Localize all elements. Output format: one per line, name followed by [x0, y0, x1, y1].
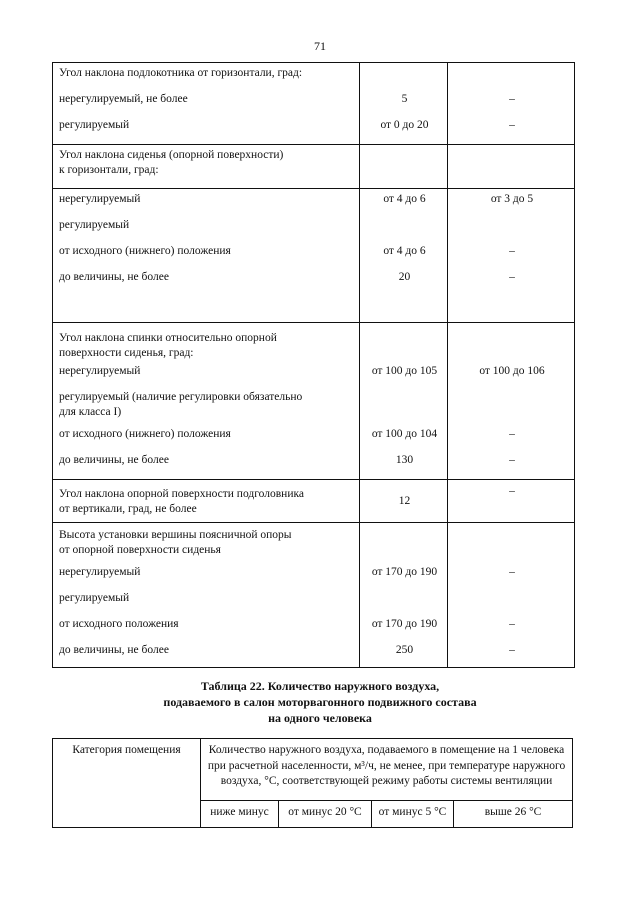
- headrest-title: от вертикали, град, не более: [59, 503, 197, 515]
- lumbar-value-alt: –: [509, 566, 515, 578]
- lumbar-row-label: регулируемый: [59, 592, 130, 604]
- table22-title-line: Таблица 22. Количество наружного воздуха,: [200, 679, 440, 693]
- lumbar-row-label: до величины, не более: [59, 644, 169, 656]
- armrest-value-alt: –: [509, 119, 515, 131]
- air-quantity-table: [52, 738, 573, 828]
- subheader-cell: от минус 20 °С: [279, 801, 372, 828]
- table-row-seat: [53, 189, 575, 323]
- lumbar-value-alt: –: [509, 618, 515, 630]
- table-row-lumbar: [53, 523, 575, 668]
- backrest-row-label: для класса I): [59, 406, 122, 418]
- seat-row-label: регулируемый: [59, 219, 130, 231]
- seat-title: к горизонтали, град:: [59, 164, 159, 176]
- lumbar-value-alt: [454, 591, 570, 617]
- backrest-value-alt: от 100 до 106: [479, 365, 545, 377]
- lumbar-value: от 170 до 190: [371, 566, 438, 578]
- table-header-row: [53, 739, 573, 801]
- table-row-headrest: [53, 480, 575, 523]
- lumbar-row-label: нерегулируемый: [59, 566, 141, 578]
- backrest-value: от 100 до 105: [371, 365, 438, 377]
- requirements-table: [52, 62, 575, 668]
- seat-value-alt: –: [509, 271, 515, 283]
- header-quantity: Количество наружного воздуха, подаваемого в помещение на 1 человека при расчетной населенности, м³/ч, не менее, при температуре наружного воздуха, °С, соответствующей режиму работы системы вентиляции: [201, 739, 573, 801]
- armrest-value: 5: [401, 93, 408, 105]
- headrest-value-alt: –: [509, 485, 515, 497]
- backrest-row-label: нерегулируемый: [59, 365, 141, 377]
- lumbar-value: 250: [395, 644, 414, 656]
- backrest-title: поверхности сиденья, град:: [59, 347, 194, 359]
- backrest-row-label: от исходного (нижнего) положения: [59, 428, 231, 440]
- seat-value-alt: –: [509, 245, 515, 257]
- lumbar-row-label: от исходного положения: [59, 618, 179, 630]
- armrest-row-label: регулируемый: [59, 119, 130, 131]
- backrest-value: 130: [395, 454, 414, 466]
- armrest-value-alt: –: [509, 93, 515, 105]
- backrest-row-label: до величины, не более: [59, 454, 169, 466]
- backrest-value-alt: –: [509, 454, 515, 466]
- lumbar-title: Высота установки вершины поясничной опоры: [59, 529, 292, 541]
- table22-title-line: подаваемого в салон моторвагонного подвижного состава: [163, 695, 477, 710]
- table22-title: [0, 678, 640, 727]
- backrest-value: [366, 390, 443, 427]
- lumbar-value: [366, 591, 443, 617]
- seat-row-label: от исходного (нижнего) положения: [59, 245, 231, 257]
- lumbar-title: от опорной поверхности сиденья: [59, 544, 221, 556]
- backrest-value: от 100 до 104: [371, 428, 438, 440]
- seat-value: от 4 до 6: [383, 193, 426, 205]
- seat-value: от 4 до 6: [383, 245, 426, 257]
- backrest-value-alt: [454, 390, 570, 427]
- page-number: 71: [314, 39, 326, 53]
- seat-value-alt: от 3 до 5: [490, 193, 534, 205]
- seat-row-label: нерегулируемый: [59, 193, 141, 205]
- seat-value-alt: [454, 218, 570, 244]
- table22-title-line: на одного человека: [268, 711, 372, 726]
- seat-value: 20: [398, 271, 411, 283]
- armrest-title: Угол наклона подлокотника от горизонтали, град:: [59, 67, 303, 79]
- lumbar-value: от 170 до 190: [371, 618, 438, 630]
- table-row-seat-title: [53, 145, 575, 189]
- subheader-cell: ниже минус: [201, 801, 279, 828]
- seat-value: [366, 218, 443, 244]
- header-category: Категория помещения: [53, 739, 201, 828]
- table-row-armrest: [53, 63, 575, 145]
- seat-title: Угол наклона сиденья (опорной поверхности): [59, 149, 284, 161]
- subheader-cell: от минус 5 °С: [372, 801, 454, 828]
- subheader-cell: выше 26 °С: [454, 801, 573, 828]
- headrest-title: Угол наклона опорной поверхности подголовника: [59, 488, 304, 500]
- seat-row-label: до величины, не более: [59, 271, 169, 283]
- backrest-title: Угол наклона спинки относительно опорной: [59, 332, 277, 344]
- headrest-value: 12: [398, 495, 411, 507]
- armrest-value: от 0 до 20: [380, 119, 429, 131]
- backrest-row-label: регулируемый (наличие регулировки обязательно: [59, 391, 303, 403]
- armrest-row-label: нерегулируемый, не более: [59, 93, 188, 105]
- backrest-value-alt: –: [509, 428, 515, 440]
- lumbar-value-alt: –: [509, 644, 515, 656]
- table-row-backrest: [53, 323, 575, 480]
